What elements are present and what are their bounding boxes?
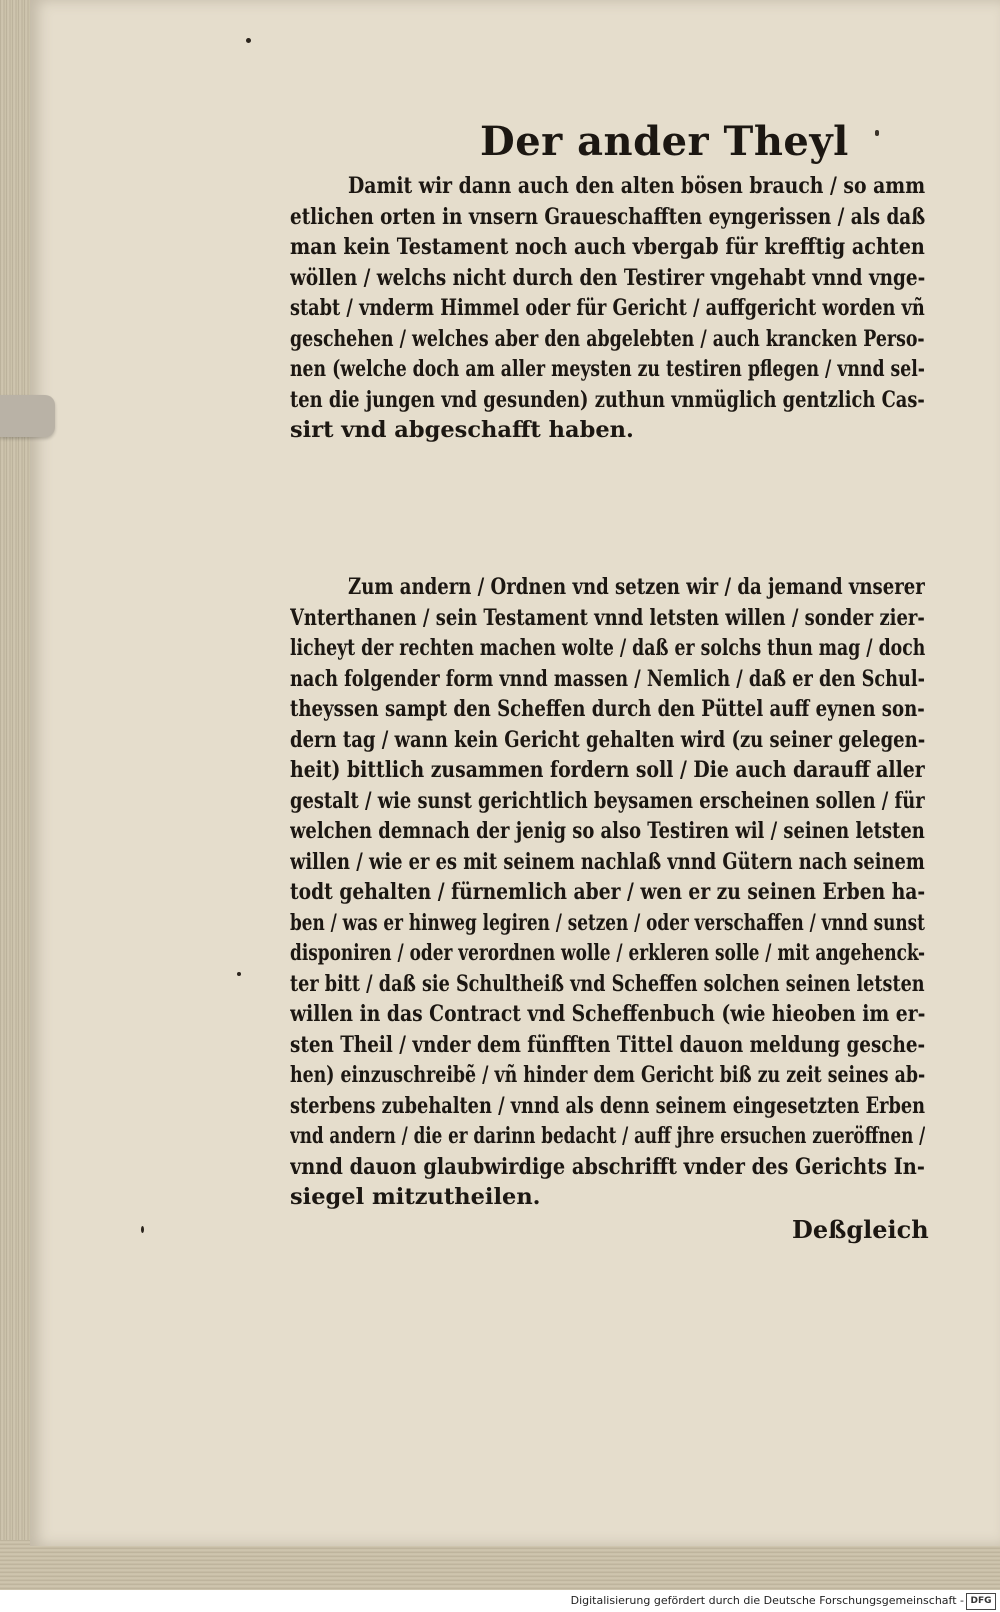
text-line: todt gehalten / fürnemlich aber / wen er zu seinen Erben ha- [290,879,925,905]
text-line: ter bitt / daß sie Schultheiß vnd Scheffen solchen seinen letsten [290,970,925,997]
text-line: sten Theil / vnder dem fünfften Tittel dauon meldung gesche- [290,1031,925,1058]
paragraph-1 [290,171,925,446]
folio-mark [875,130,879,136]
text-line: ben / was er hinweg legiren / setzen / oder verschaffen / vnnd sunst [290,909,925,936]
text-line: etlichen orten in vnsern Graueschafften eyngerissen / als daß [290,203,925,230]
running-head: Der ander Theyl [480,118,849,165]
text-line: willen in das Contract vnd Scheffenbuch (wie hieoben im er- [290,1001,925,1027]
text-line: heit) bittlich zusammen fordern soll / Die auch darauff aller [290,757,925,783]
text-line: welchen demnach der jenig so also Testiren wil / seinen letsten [290,818,925,844]
ink-speck [246,38,251,43]
text-line: ten die jungen vnd gesunden) zuthun vnmüglich gentzlich Cas- [290,386,925,413]
text-line: man kein Testament noch auch vbergab für krefftig achten [290,234,925,260]
text-line: gestalt / wie sunst gerichtlich beysamen erscheinen sollen / für [290,787,925,814]
page-clip [0,395,55,437]
text-line: hen) einzuschreibẽ / vñ hinder dem Gericht biß zu zeit seines ab- [290,1062,925,1088]
text-line: theyssen sampt den Scheffen durch den Püttel auff eynen son- [290,696,925,722]
text-line: geschehen / welches aber den abgelebten / auch krancken Perso- [290,325,925,352]
text-line: Damit wir dann auch den alten bösen brauch / so amm [348,173,925,199]
text-line: nach folgender form vnnd massen / Nemlich / daß er den Schul- [290,665,925,692]
catchword: Deßgleich [792,1215,929,1244]
text-line: dern tag / wann kein Gericht gehalten wird (zu seiner gelegen- [290,726,925,753]
text-line: Vnterthanen / sein Testament vnnd letsten willen / sonder zier- [290,604,925,631]
text-line: vnd andern / die er darinn bedacht / auff jhre ersuchen zueröffnen / [290,1123,925,1149]
text-line: disponiren / oder verordnen wolle / erkleren solle / mit angehenck- [290,940,925,966]
ink-speck [141,1226,144,1233]
text-line: sirt vnd abgeschafft haben. [290,417,634,443]
footer-credit: Digitalisierung gefördert durch die Deutsche Forschungsgemeinschaft - [570,1594,964,1607]
text-line: wöllen / welchs nicht durch den Testirer vngehabt vnnd vnge- [290,264,925,291]
ink-speck [237,972,241,976]
paragraph-2 [290,572,925,1213]
text-line: sterbens zubehalten / vnnd als denn seinem eingesetzten Erben [290,1092,925,1119]
page-edges-bottom [0,1540,1000,1590]
text-line: willen / wie er es mit seinem nachlaß vnnd Gütern nach seinem [290,848,925,875]
text-line: vnnd dauon glaubwirdige abschrifft vnder des Gerichts In- [290,1153,925,1180]
digitization-footer [0,1590,1000,1612]
text-line: lichеyt der rechten machen wolte / daß er solchs thun mag / doch [290,635,925,661]
text-line: siegel mitzutheilen. [290,1184,541,1210]
dfg-logo: DFG [966,1593,996,1610]
text-line: nen (welche doch am aller meysten zu testiren pflegen / vnnd sel- [290,356,925,382]
text-line: Zum andern / Ordnen vnd setzen wir / da jemand vnserer [348,574,925,600]
text-line: stabt / vnderm Himmel oder für Gericht / auffgericht worden vñ [290,295,925,321]
